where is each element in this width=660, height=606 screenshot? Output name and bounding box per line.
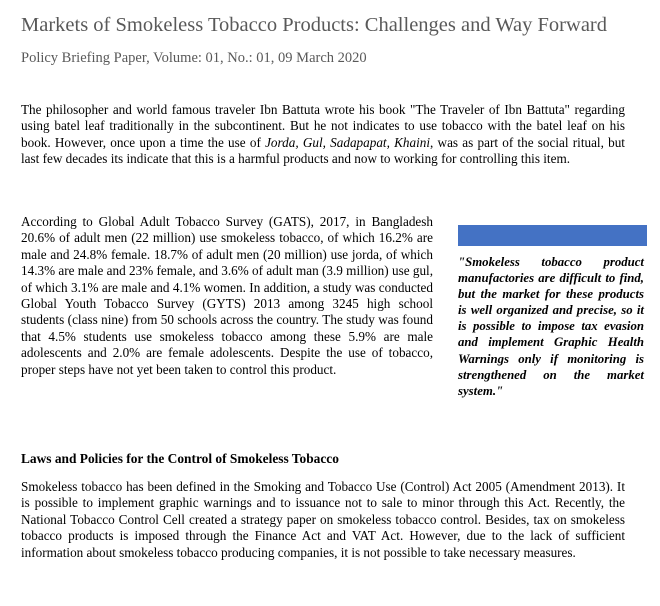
pull-quote: "Smokeless tobacco product manufactories are difficult to find, but the market for these products is well organized and precise, so it is possible to impose tax evasion and implement Graphic Health Warnings only if monitoring is strengthened on the market system." <box>458 255 644 398</box>
sidebar-accent-bar <box>458 225 647 246</box>
gats-paragraph: According to Global Adult Tobacco Survey (GATS), 2017, in Bangladesh 20.6% of adult men (22 million) use smokeless tobacco, of which 16.2% are male and 24.8% female. 18.7% of adult men (20 million) use jorda, of which 14.3% are male and 23% female, and 3.6% of adult man (3.9 million) use gul, of which 3.1% are male and 4.1% women. In addition, a study was conducted Global Youth Tobacco Survey (GYTS) 2013 among 3245 high school students (class nine) from 50 schools across the country. The study was found that 4.5% students use smokeless tobacco among these 5.9% are male adolescents and 2.0% are female adolescents. Despite the use of tobacco, proper steps have not yet been taken to control this product. <box>21 214 433 377</box>
intro-text-end: , was as part of the social ritual, but last few decades its indicate that this is a harmful products and now to working for controlling this item. <box>21 134 625 167</box>
intro-italic-terms: Jorda, Gul, Sadapapat, Khaini <box>265 134 431 150</box>
intro-paragraph <box>21 102 625 168</box>
laws-paragraph: Smokeless tobacco has been defined in the Smoking and Tobacco Use (Control) Act 2005 (Amendment 2013). It is possible to implement graphic warnings and to issuance not to sale to minor through this Act. Recently, the National Tobacco Control Cell created a strategy paper on smokeless tobacco control. Besides, tax on smokeless tobacco products is imposed through the Finance Act and VAT Act. However, due to the lack of sufficient information about smokeless tobacco producing companies, it is not possible to take necessary measures. <box>21 479 625 560</box>
document-title: Markets of Smokeless Tobacco Products: Challenges and Way Forward <box>21 14 607 36</box>
intro-text-start: The philosopher and world famous traveler Ibn Battuta wrote his book "The Traveler of Ibn Battuta" regarding using batel leaf traditionally in the subcontinent. But he not indicates to use tobacco with the batel leaf on his book. However, once upon a time the use of <box>21 102 625 150</box>
document-subtitle: Policy Briefing Paper, Volume: 01, No.: 01, 09 March 2020 <box>21 50 367 66</box>
section-heading: Laws and Policies for the Control of Smokeless Tobacco <box>21 451 339 466</box>
